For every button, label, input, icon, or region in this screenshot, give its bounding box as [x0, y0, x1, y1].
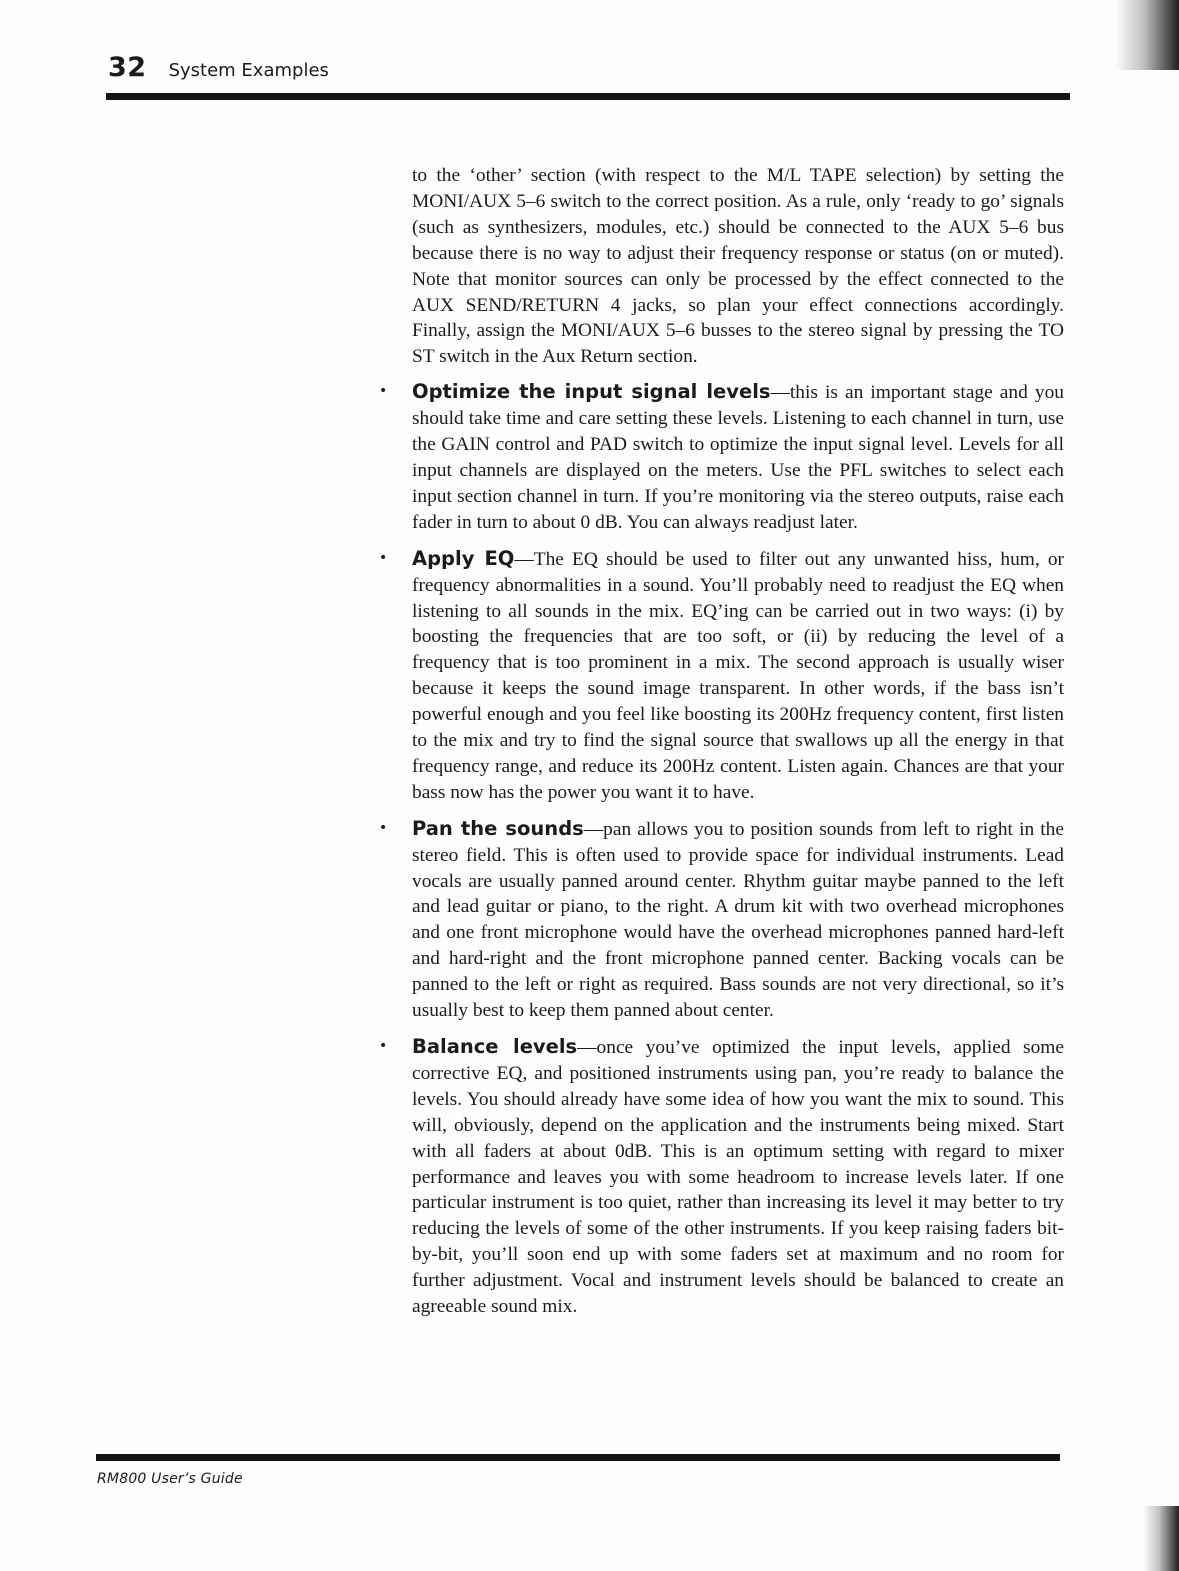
bullet-item-apply-eq: [379, 546, 1064, 806]
bullet-paragraph: [412, 379, 1064, 535]
bullet-item-balance-levels: [379, 1034, 1064, 1320]
intro-paragraph: to the ‘other’ section (with respect to the M/L TAPE selection) by setting the MONI/AUX 5–6 switch to the correct position. As a rule, only ‘ready to go’ signals (such as synthesizers, modules, etc.) should be connected to the AUX 5–6 bus because there is no way to adjust their frequency response or status (on or muted). Note that monitor sources can only be processed by the effect connected to the AUX SEND/RETURN 4 jacks, so plan your effect connections accordingly. Finally, assign the MONI/AUX 5–6 busses to the stereo signal by pressing the TO ST switch in the Aux Return section.: [412, 165, 1064, 368]
bullet-paragraph: [412, 816, 1064, 1024]
bullet-title: Balance levels: [412, 1035, 578, 1058]
bullet-marker: •: [379, 819, 388, 836]
bullet-text: —this is an important stage and you should take time and care setting these levels. Listening to each channel in turn, use the GAIN control and PAD switch to optimize the input signal level. Levels for all input channels are displayed on the meters. Use the PFL switches to select each input section channel in turn. If you’re monitoring via the stereo outputs, raise each fader in turn to about 0 dB. You can always readjust later.: [412, 382, 1064, 533]
bullet-marker: •: [379, 549, 388, 566]
bullet-paragraph: [412, 546, 1064, 806]
bullet-text: —The EQ should be used to filter out any unwanted hiss, hum, or frequency abnormalities in a sound. You’ll probably need to readjust the EQ when listening to all sounds in the mix. EQ’ing can be carried out in two ways: (i) by boosting the frequencies that are too soft, or (ii) by reducing the level of a frequency that is too prominent in a mix. The second approach is usually wiser because it keeps the sound image transparent. In other words, if the bass isn’t powerful enough and you feel like boosting its 200Hz frequency content, first listen to the mix and try to find the signal source that swallows up all the energy in that frequency range, and reduce its 200Hz content. Listen again. Chances are that your bass now has the power you want it to have.: [412, 548, 1064, 803]
body-text: [379, 163, 1064, 1330]
bullet-marker: •: [379, 383, 388, 400]
bullet-title: Optimize the input signal levels: [412, 380, 771, 404]
bullet-title: Pan the sounds: [412, 816, 584, 840]
header-rule: [106, 93, 1070, 100]
page-header: [108, 52, 329, 83]
page-number: 32: [108, 52, 147, 83]
bullet-marker: •: [379, 1038, 388, 1054]
bullet-text: —once you’ve optimized the input levels, applied some corrective EQ, and positioned instruments using pan, you’re ready to balance the levels. You should already have some idea of how you want the mix to sound. This will, obviously, depend on the application and the instruments being mixed. Start with all faders at about 0dB. This is an optimum setting with regard to mixer performance and leaves you with some headroom to increase levels later. If one particular instrument is too quiet, rather than increasing its level it may better to try reducing the levels of some of the other instruments. If you keep raising faders bit-by-bit, you’ll soon end up with some faders set at maximum and no room for further adjustment. Vocal and instrument levels should be balanced to create an agreeable sound mix.: [412, 1037, 1064, 1318]
bullet-item-pan-sounds: [379, 816, 1064, 1024]
footer-rule: [96, 1454, 1060, 1461]
scan-edge-artifact: [1143, 1506, 1179, 1571]
page-footer: RM800 User’s Guide: [97, 1471, 243, 1487]
scan-edge-artifact: [1115, 0, 1179, 70]
bullet-title: Apply EQ: [412, 546, 515, 570]
bullet-text: —pan allows you to position sounds from left to right in the stereo field. This is often used to provide space for individual instruments. Lead vocals are usually panned around center. Rhythm guitar maybe panned to the left and lead guitar or piano, to the right. A drum kit with two overhead microphones and one front microphone would have the overhead microphones panned hard-left and hard-right and the front microphone panned center. Backing vocals can be panned to the left or right as required. Bass sounds are not very directional, so it’s usually best to keep them panned about center.: [412, 818, 1064, 1022]
bullet-paragraph: [412, 1034, 1064, 1320]
section-title: System Examples: [168, 60, 329, 81]
bullet-item-optimize-levels: [379, 379, 1064, 535]
